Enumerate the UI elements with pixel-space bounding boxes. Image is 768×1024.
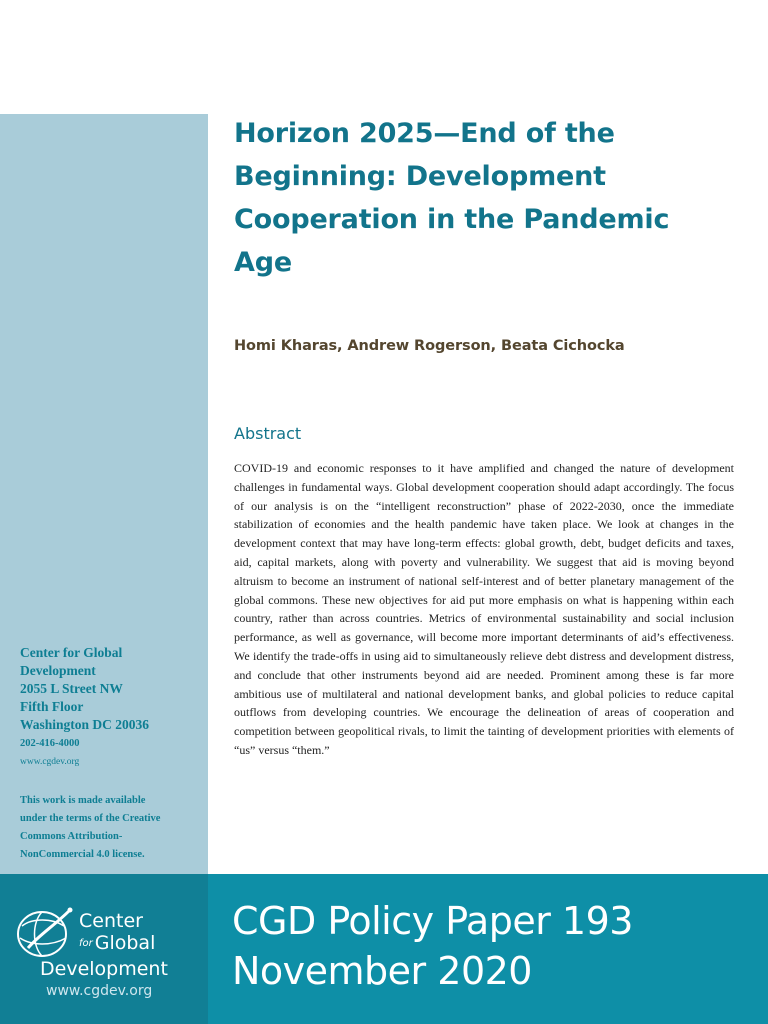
org-website-link[interactable]: www.cgdev.org bbox=[20, 757, 80, 767]
org-phone: 202-416-4000 bbox=[20, 738, 80, 749]
address-line: Fifth Floor bbox=[20, 699, 84, 714]
series-number: CGD Policy Paper 193 bbox=[232, 899, 633, 943]
license-line: under the terms of the Creative bbox=[20, 813, 161, 824]
cgd-logo bbox=[0, 874, 208, 1024]
license-line: Commons Attribution- bbox=[20, 831, 123, 842]
address-line: Center for Global bbox=[20, 645, 123, 660]
address-line: Development bbox=[20, 663, 96, 678]
authors: Homi Kharas, Andrew Rogerson, Beata Cichocka bbox=[234, 338, 625, 354]
license-notice bbox=[20, 792, 195, 864]
globe-logo-icon bbox=[14, 904, 74, 960]
paper-title: Horizon 2025—End of the Beginning: Development Cooperation in the Pandemic Age bbox=[234, 118, 670, 278]
logo-wordmark bbox=[79, 910, 155, 954]
address-line: 2055 L Street NW bbox=[20, 681, 123, 696]
publication-date: November 2020 bbox=[232, 949, 532, 993]
abstract-body: COVID-19 and economic responses to it have amplified and changed the nature of development challenges in fundamental ways. Global development cooperation should adapt accordingly. The focus of our analysis is on the “intelligent reconstruction” phase of 2022-2030, once the immediate stabilization of economies and the health pandemic have taken place. We look at changes in the development context that may have long-term effects: global growth, debt, budget deficits and taxes, aid, capital markets, along with poverty and vulnerability. We suggest that aid is moving beyond altruism to become an instrument of national self-interest and of better planetary management of the global commons. These new objectives for aid put more emphasis on what is happening within each country, rather than across countries. Metrics of environmental sustainability and social inclusion performance, as well as governance, will become more important determinants of aid’s effectiveness. We identify the trade-offs in using aid to simultaneously relieve debt distress and development distress, and conclude that other instruments beyond aid are needed. Prominent among these is far more ambitious use of multilateral and national development banks, and global policies to reduce capital outflows from developing countries. We encourage the delineation of areas of cooperation and competition between geopolitical rivals, to limit the tainting of development priorities with elements of “us” versus “them.” bbox=[234, 461, 734, 757]
logo-for: for bbox=[79, 937, 93, 949]
logo-line-global bbox=[79, 932, 155, 954]
license-line: NonCommercial 4.0 license. bbox=[20, 849, 145, 860]
footer-band bbox=[0, 874, 768, 1024]
license-line: This work is made available bbox=[20, 795, 146, 806]
logo-line-development: Development bbox=[40, 958, 168, 980]
address-line: Washington DC 20036 bbox=[20, 717, 150, 732]
logo-website[interactable]: www.cgdev.org bbox=[46, 983, 153, 999]
abstract-heading: Abstract bbox=[234, 424, 302, 443]
org-address bbox=[20, 644, 205, 734]
logo-line-center: Center bbox=[79, 910, 143, 932]
series-info bbox=[232, 896, 752, 996]
logo-global: Global bbox=[94, 932, 156, 954]
